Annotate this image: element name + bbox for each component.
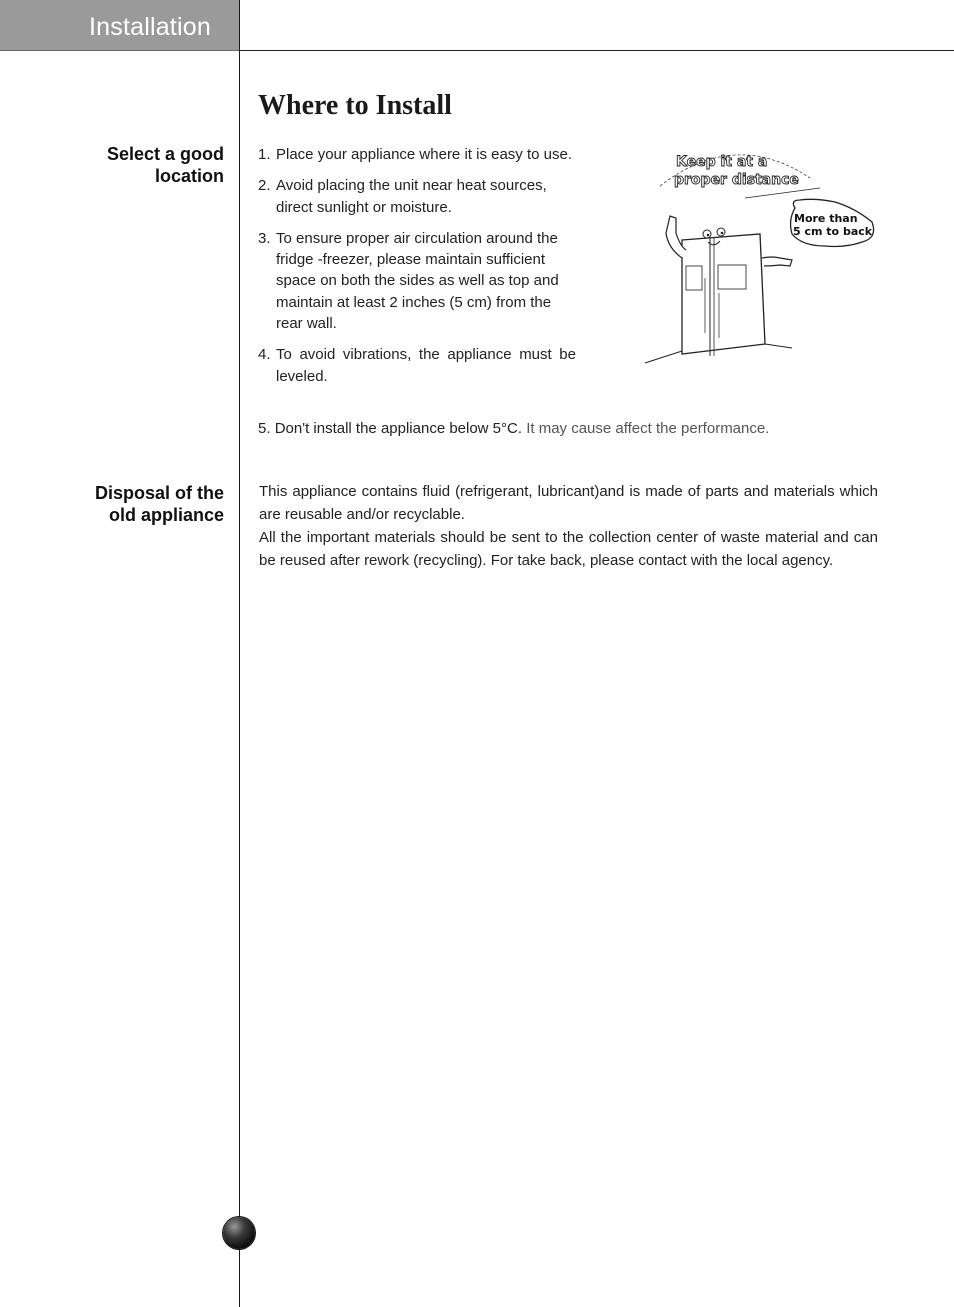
page-marker-icon [223, 1217, 255, 1249]
list-item-text: To avoid vibrations, the appliance must be leveled. [276, 346, 576, 385]
waving-hand-icon [762, 257, 792, 266]
list-item-text-tail: It may cause affect the performance. [522, 420, 770, 437]
disposal-paragraph-1: This appliance contains fluid (refrigerant, lubricant)and is made of parts and materials which are reusable and/or recyclable. [259, 483, 878, 523]
select-location-heading-line1: Select a good [106, 144, 224, 164]
right-eye-icon [717, 228, 725, 236]
left-eye-icon [703, 230, 711, 238]
column-divider [239, 0, 240, 1307]
left-pupil [707, 234, 710, 237]
disposal-paragraph-2: All the important materials should be sent to the collection center of waste material and can be reused after rework (recycling). For take back, please contact with the local agency. [259, 529, 878, 569]
list-item [258, 175, 576, 218]
wall-line [745, 188, 820, 198]
page-title: Where to Install [258, 90, 452, 121]
list-item [258, 144, 576, 165]
list-item-text: Place your appliance where it is easy to use. [276, 146, 572, 163]
section-title: Installation [89, 13, 211, 41]
list-item-text-main: Don't install the appliance below 5°C. [274, 420, 523, 437]
select-location-heading-line2: location [154, 166, 224, 186]
list-item-text: Avoid placing the unit near heat sources, direct sunlight or moisture. [276, 177, 547, 216]
list-item-number: 5. [258, 420, 271, 437]
list-item [258, 344, 576, 387]
select-location-heading [24, 143, 224, 187]
list-item [258, 228, 576, 334]
list-item-number: 1. [258, 146, 271, 163]
floor-line-left [645, 351, 682, 363]
disposal-text [259, 480, 878, 572]
list-item-text: To ensure proper air circulation around the fridge -freezer, please maintain sufficient space on both the sides as well as top and maintain at least 2 inches (5 cm) from the rear wall. [276, 229, 559, 333]
pointing-hand-icon [666, 216, 686, 258]
floor-line-right [765, 344, 792, 348]
header-divider [239, 50, 954, 51]
disposal-heading [24, 482, 224, 526]
disposal-heading-line1: Disposal of the [94, 483, 224, 503]
dispenser-panel [686, 266, 702, 290]
callout-right-line2: 5 cm to back [793, 225, 873, 238]
list-item-number: 4. [258, 346, 271, 364]
list-item-number: 2. [258, 177, 271, 195]
callout-top-line2: proper distance [674, 172, 799, 188]
homebar-panel [718, 265, 746, 289]
callout-right-line1: More than [794, 212, 858, 225]
list-item-number: 3. [258, 229, 271, 247]
right-pupil [721, 232, 724, 235]
list-item-5 [258, 418, 769, 439]
refrigerator-illustration [640, 138, 880, 370]
install-instructions-list [258, 144, 576, 397]
refrigerator-body [682, 234, 765, 354]
disposal-heading-line2: old appliance [108, 505, 224, 525]
section-header-tab [0, 0, 239, 51]
callout-top-line1: Keep it at a [676, 154, 768, 170]
